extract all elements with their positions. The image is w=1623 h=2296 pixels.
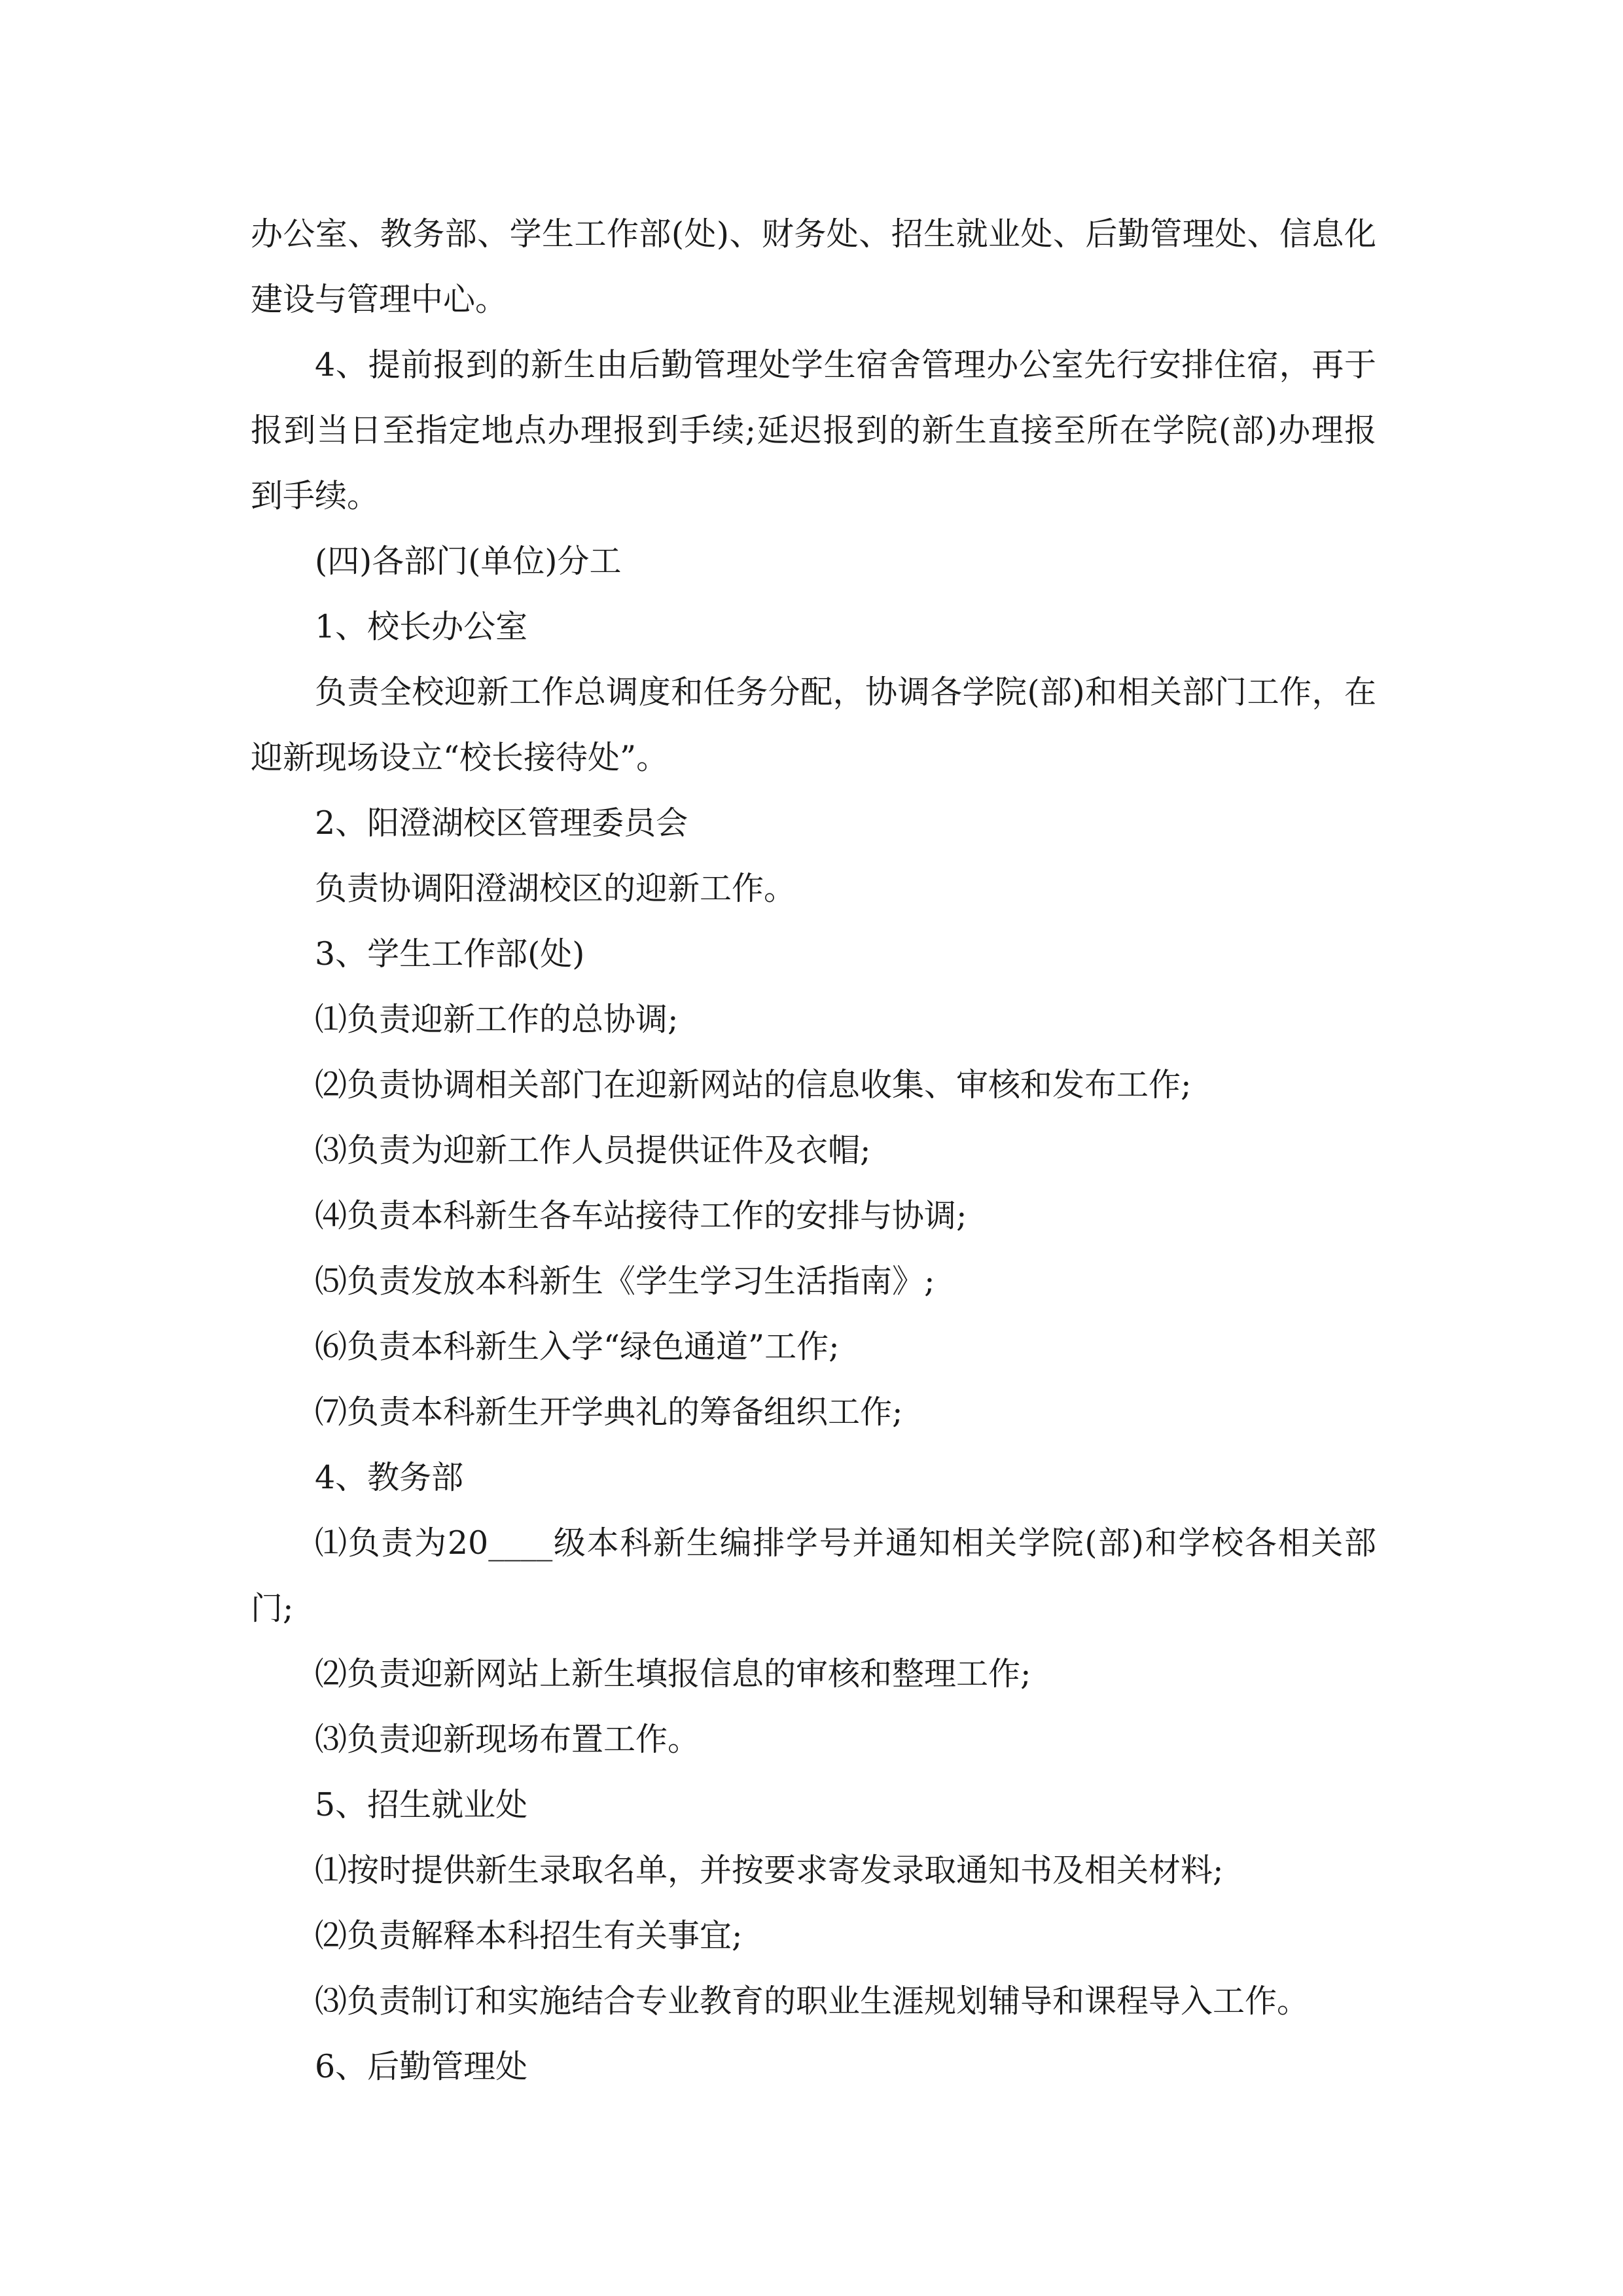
list-item: ⑶负责为迎新工作人员提供证件及衣帽;	[315, 1132, 871, 1169]
list-item: ⑴负责为20____级本科新生编排学号并通知相关学院(部)和学校各相关部门;	[251, 1524, 1376, 1627]
document-body	[251, 202, 1376, 2100]
list-item: ⑶负责制订和实施结合专业教育的职业生涯规划辅导和课程导入工作。	[315, 1982, 1310, 2020]
subheading-logistics-management: 6、后勤管理处	[315, 2048, 528, 2085]
list-item: ⑵负责解释本科招生有关事宜;	[315, 1917, 743, 1954]
list-item: ⑸负责发放本科新生《学生学习生活指南》;	[315, 1263, 935, 1300]
list-item: ⑺负责本科新生开学典礼的筹备组织工作;	[315, 1393, 903, 1431]
list-item: ⑵负责迎新网站上新生填报信息的审核和整理工作;	[315, 1655, 1031, 1693]
list-item: ⑷负责本科新生各车站接待工作的安排与协调;	[315, 1197, 967, 1234]
list-item: ⑵负责协调相关部门在迎新网站的信息收集、审核和发布工作;	[315, 1066, 1192, 1103]
list-item: ⑶负责迎新现场布置工作。	[315, 1721, 700, 1758]
paragraph-yangchenghu-duties: 负责协调阳澄湖校区的迎新工作。	[315, 870, 796, 907]
subheading-student-affairs: 3、学生工作部(处)	[315, 935, 585, 973]
list-item: ⑴按时提供新生录取名单，并按要求寄发录取通知书及相关材料;	[315, 1852, 1224, 1889]
section-heading-division-of-duties: (四)各部门(单位)分工	[315, 543, 622, 580]
paragraph-item-4-early-registration: 4、提前报到的新生由后勤管理处学生宿舍管理办公室先行安排住宿，再于报到当日至指定地点办理报到手续;延迟报到的新生直接至所在学院(部)办理报到手续。	[251, 346, 1376, 514]
paragraph-continuation: 办公室、教务部、学生工作部(处)、财务处、招生就业处、后勤管理处、信息化建设与管理中心。	[251, 215, 1376, 318]
paragraph-president-office-duties: 负责全校迎新工作总调度和任务分配，协调各学院(部)和相关部门工作，在迎新现场设立“校长接待处”。	[251, 673, 1376, 776]
list-item: ⑴负责迎新工作的总协调;	[315, 1001, 679, 1038]
subheading-yangchenghu-campus-committee: 2、阳澄湖校区管理委员会	[315, 804, 688, 842]
list-item: ⑹负责本科新生入学“绿色通道”工作;	[315, 1328, 840, 1365]
subheading-admissions-employment: 5、招生就业处	[315, 1786, 528, 1823]
subheading-president-office: 1、校长办公室	[315, 608, 528, 645]
subheading-academic-affairs: 4、教务部	[315, 1459, 464, 1496]
